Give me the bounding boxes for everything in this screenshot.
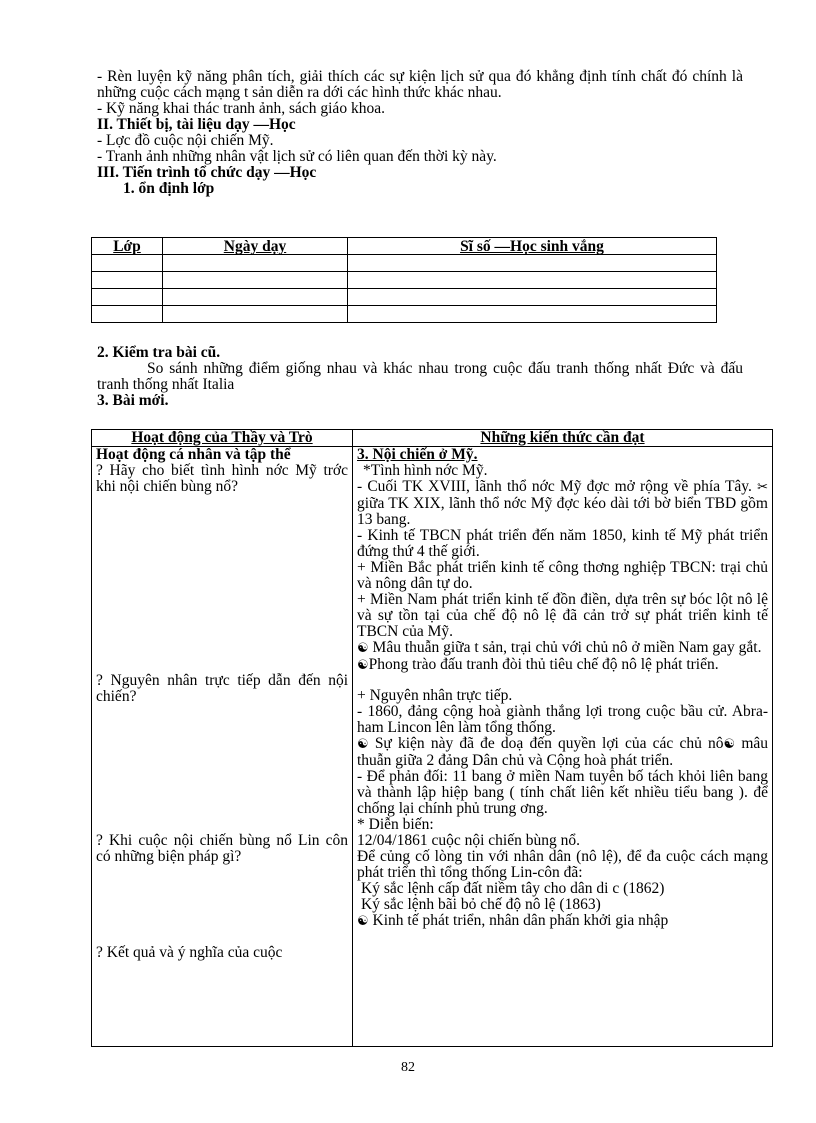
- activities-title: Hoạt động cá nhân và tập thể: [96, 446, 291, 463]
- yin-yang-icon: ☯: [723, 737, 736, 752]
- lesson-table: [91, 429, 773, 1047]
- intro-block: [97, 69, 743, 197]
- review-question: So sánh những điểm giống nhau và khác nhau trong cuộc đấu tranh thống nhất Đức và đấu tranh thống nhất Italia: [97, 360, 743, 393]
- col-header-class: Lớp: [92, 238, 163, 255]
- col-header-attendance: Sĩ số —Học sinh vắng: [348, 238, 717, 255]
- knowledge-title: 3. Nội chiến ở Mỹ.: [357, 446, 478, 463]
- knowledge-line: + Nguyên nhân trực tiếp.: [357, 687, 513, 704]
- question: ? Kết quả và ý nghĩa của cuộc: [96, 944, 283, 961]
- knowledge-line: - Để phản đối: 11 bang ở miền Nam tuyên bố tách khỏi liên bang và thành lập hiệp bang ( tính chất liên kết nhiều tiểu bang ). để chống lại chính phủ trung ơng.: [357, 768, 768, 817]
- review-block: [97, 345, 743, 409]
- class-table-header: [92, 238, 717, 255]
- activities-cell: [92, 447, 353, 1047]
- class-table: [91, 237, 717, 323]
- section-3-title: III. Tiến trình tổ chức dạy —Học: [97, 164, 317, 181]
- knowledge-line: 12/04/1861 cuộc nội chiến bùng nổ.: [357, 832, 580, 849]
- knowledge-cell: [353, 447, 773, 1047]
- lesson-table-body: [92, 447, 773, 1047]
- knowledge-line: ☯Phong trào đấu tranh đòi thủ tiêu chế độ nô lệ phát triển.: [357, 656, 719, 673]
- col-header-date: Ngày dạy: [163, 238, 348, 255]
- scissors-icon: ✂: [757, 480, 769, 495]
- knowledge-line: Ký sắc lệnh bãi bỏ chế độ nô lệ (1863): [361, 896, 601, 913]
- intro-line: - Kỹ năng khai thác tranh ảnh, sách giáo khoa.: [97, 100, 385, 117]
- table-row: [92, 289, 717, 306]
- subsection-1-title: 1. ổn định lớp: [123, 180, 215, 197]
- yin-yang-icon: ☯: [357, 914, 369, 929]
- knowledge-line: *Tình hình nớc Mỹ.: [363, 462, 488, 479]
- knowledge-line: Để củng cố lòng tin với nhân dân (nô lệ), để đa cuộc cách mạng phát triển thì tổng thống Lin-côn đã:: [357, 848, 768, 881]
- table-row: [92, 272, 717, 289]
- equipment-item: - Lợc đồ cuộc nội chiến Mỹ.: [97, 132, 274, 149]
- subsection-2-title: 2. Kiểm tra bài cũ.: [97, 344, 221, 361]
- lesson-table-header: [92, 430, 773, 447]
- knowledge-line: ☯ Kinh tế phát triển, nhân dân phấn khởi gia nhập: [357, 912, 669, 929]
- knowledge-line: - Cuối TK XVIII, lãnh thổ nớc Mỹ đợc mở rộng về phía Tây. ✂ giữa TK XIX, lãnh thổ nớc Mỹ đợc kéo dài tới bờ biển TBD gồm 13 bang.: [357, 478, 769, 528]
- yin-yang-icon: ☯: [357, 641, 369, 656]
- question: ? Hãy cho biết tình hình nớc Mỹ trớc khi nội chiến bùng nổ?: [96, 462, 348, 495]
- table-row: [92, 255, 717, 272]
- subsection-3-title: 3. Bài mới.: [97, 392, 169, 409]
- knowledge-line: + Miền Bắc phát triển kinh tế công thơng nghiệp TBCN: trại chủ và nông dân tự do.: [357, 559, 768, 592]
- intro-line: - Rèn luyện kỹ năng phân tích, giải thích các sự kiện lịch sử qua đó khẳng định tính chất đó chính là những cuộc cách mạng t sản diễn ra dới các hình thức khác nhau.: [97, 68, 743, 101]
- col-header-knowledge: Những kiến thức cần đạt: [353, 430, 773, 447]
- knowledge-line: ☯ Sự kiện này đã đe doạ đến quyền lợi của các chủ nô☯ mâu thuẫn giữa 2 đảng Dân chủ và Cộng hoà phát triển.: [357, 735, 768, 769]
- page-number: 82: [401, 1060, 415, 1075]
- yin-yang-icon: ☯: [357, 737, 369, 752]
- col-header-activities: Hoạt động của Thầy và Trò: [92, 430, 353, 447]
- table-row: [92, 306, 717, 323]
- section-2-title: II. Thiết bị, tài liệu dạy —Học: [97, 116, 296, 133]
- knowledge-line: * Diễn biến:: [357, 816, 434, 833]
- question: ? Khi cuộc nội chiến bùng nổ Lin côn có những biện pháp gì?: [96, 832, 348, 865]
- equipment-item: - Tranh ảnh những nhân vật lịch sử có liên quan đến thời kỳ này.: [97, 148, 497, 165]
- knowledge-line: + Miền Nam phát triển kinh tế đồn điền, dựa trên sự bóc lột nô lệ và sự tồn tại của chế độ nô lệ đã cản trở sự phát triển kinh tế TBCN của Mỹ.: [357, 591, 768, 640]
- question: ? Nguyên nhân trực tiếp dẫn đến nội chiến?: [96, 672, 348, 705]
- yin-yang-icon: ☯: [357, 658, 369, 673]
- knowledge-line: ☯ Mâu thuẫn giữa t sản, trại chủ với chủ nô ở miền Nam gay gắt.: [357, 639, 762, 656]
- knowledge-line: Ký sắc lệnh cấp đất niềm tây cho dân di c (1862): [361, 880, 665, 897]
- knowledge-line: - Kinh tế TBCN phát triển đến năm 1850, kinh tế Mỹ phát triển đứng thứ 4 thế giới.: [357, 527, 768, 560]
- knowledge-line: - 1860, đảng cộng hoà giành thắng lợi trong cuộc bầu cử. Abra-ham Lincon lên làm tổng thống.: [357, 703, 768, 736]
